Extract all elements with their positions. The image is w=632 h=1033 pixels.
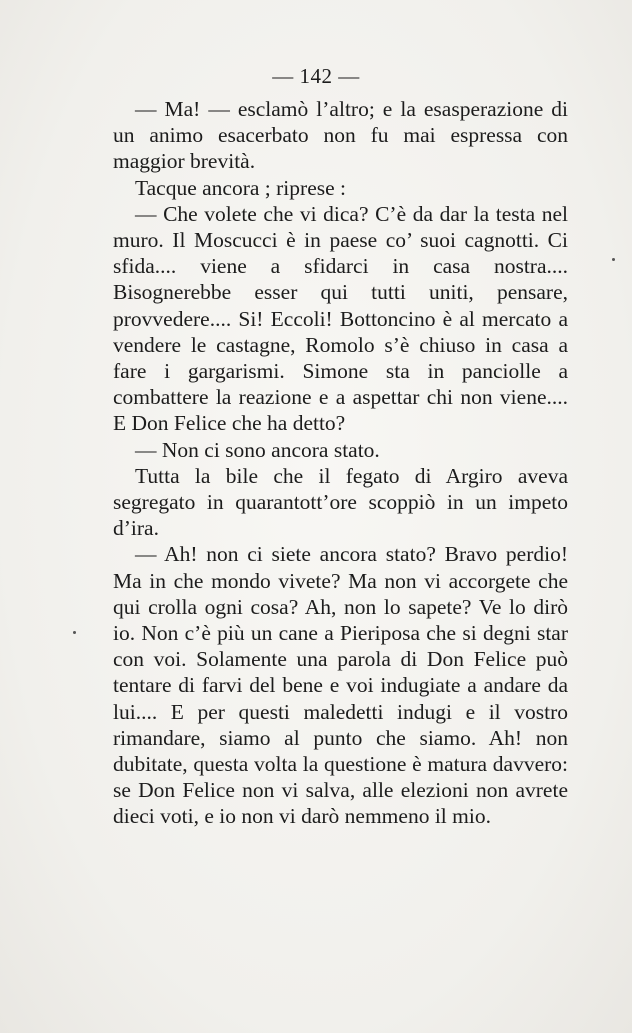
paragraph-2: Tacque ancora ; riprese : bbox=[135, 175, 346, 200]
paragraph-3: — Che volete che vi dica? C’è da dar la testa nel muro. Il Moscucci è in paese co’ suoi cagnotti. Ci sfida.... viene a sfidarci in casa nostra.... Bisognerebbe esser qui tutti uniti, pensare, provvedere.... Si! Eccoli! Bottoncino è al mercato a vendere le castagne, Romolo s’è chiuso in casa a fare i gargarismi. Simone sta in panciolle a combattere la reazione e a aspettar chi non viene.... E Don Felice che ha detto? bbox=[113, 201, 568, 436]
paragraph-5: Tutta la bile che il fegato di Argiro aveva segregato in quarantott’ore scoppiò in un impeto d’ira. bbox=[113, 463, 568, 541]
paragraph-4: — Non ci sono ancora stato. bbox=[135, 437, 380, 462]
paper-speck bbox=[612, 258, 615, 261]
paper-speck bbox=[73, 631, 76, 634]
paragraph-6: — Ah! non ci siete ancora stato? Bravo perdio! Ma in che mondo vivete? Ma non vi accorgete che qui crolla ogni cosa? Ah, non lo sapete? Ve lo dirò io. Non c’è più un cane a Pieriposa che si degni star con voi. Solamente una parola di Don Felice può tentare di farvi del bene e voi indugiate a andare da lui.... E per questi maledetti indugi e il vostro rimandare, siamo al punto che siamo. Ah! non dubitate, questa volta la questione è matura davvero: se Don Felice non vi salva, alle elezioni non avrete dieci voti, e io non vi darò nemmeno il mio. bbox=[113, 542, 568, 829]
paragraph-1: — Ma! — esclamò l’altro; e la esasperazione di un animo esacerbato non fu mai espressa con maggior brevità. bbox=[113, 97, 568, 174]
page-number: — 142 — bbox=[272, 64, 360, 88]
body-text bbox=[113, 96, 568, 830]
